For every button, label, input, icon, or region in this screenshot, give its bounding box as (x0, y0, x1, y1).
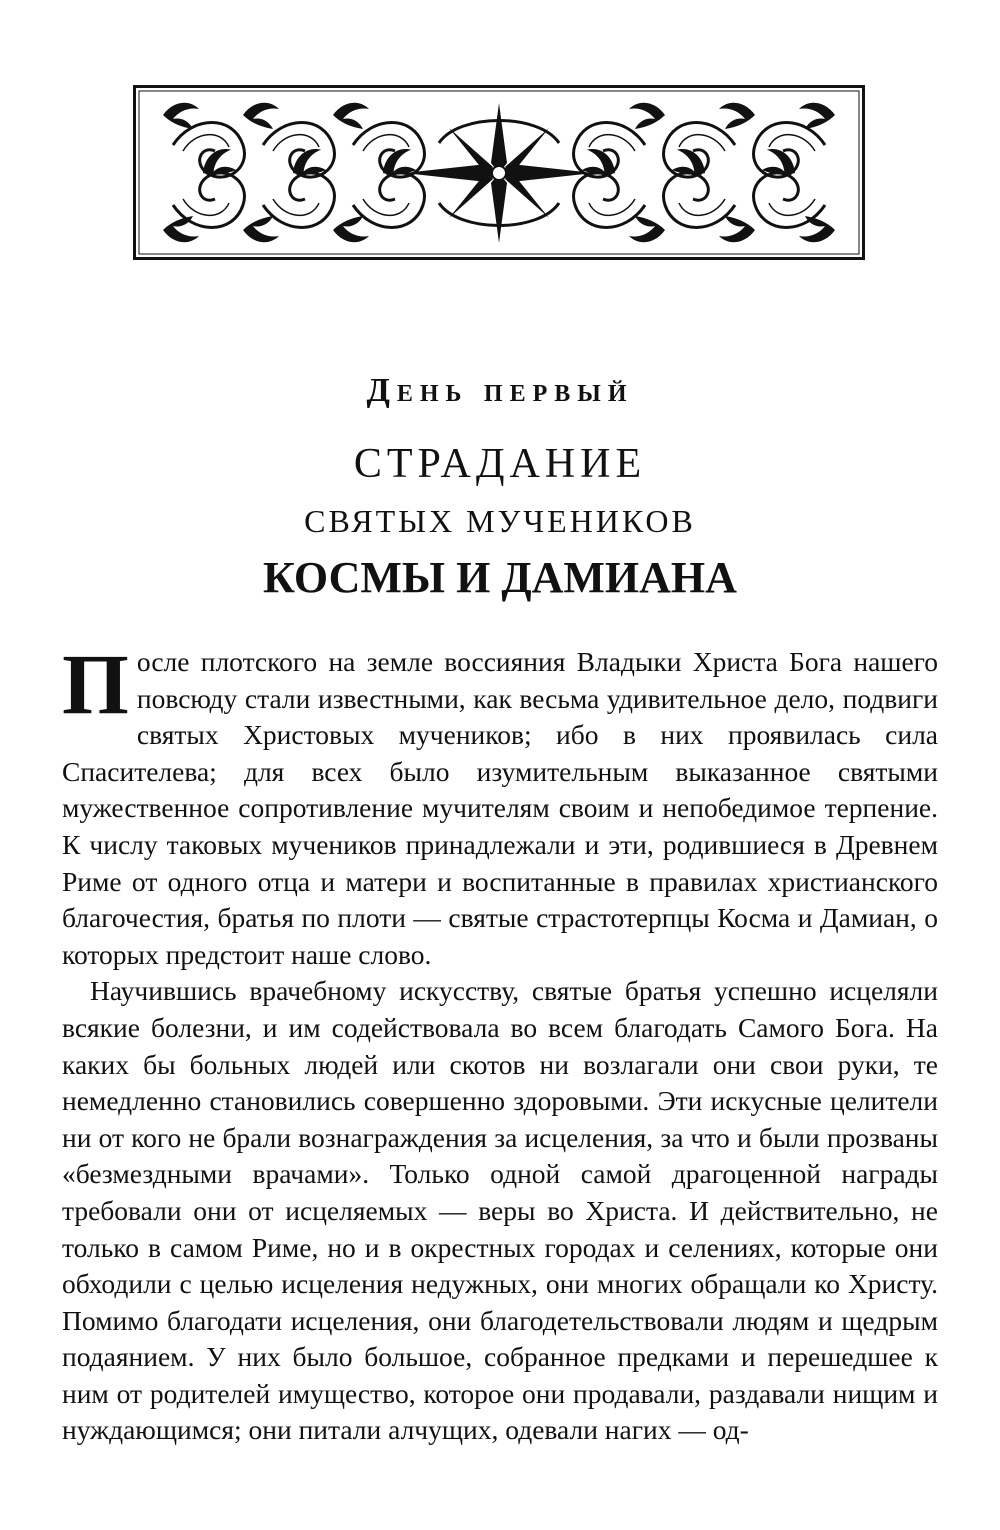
ornament-left-half (163, 103, 424, 243)
chapter-title-line-1: СТРАДАНИЕ (353, 441, 647, 487)
decorative-headpiece-ornament (133, 85, 865, 260)
chapter-title-line-3: КОСМЫ И ДАМИАНА (263, 553, 737, 602)
day-heading: День первый (366, 372, 634, 409)
ornament-right-half (574, 103, 835, 243)
paragraph-1 (62, 636, 938, 973)
paragraph-1-text: осле плотского на земле воссияния Владыки Христа Бога нашего повсюду стали известными, как весьма удивительное дело, подвиги святых Христовых мучеников; ибо в них проявилась сила Спасителева; для всех было изумительным выказанное святыми мужественное сопротивление мучителям своим и непобедимое терпение. К числу таковых мучеников принадлежали и эти, родившиеся в Древнем Риме от одного отца и матери и воспитанные в правилах христианского благочестия, братья по плоти — святые страстотерпцы Косма и Дамиан, о которых предстоит наше слово. (62, 646, 938, 970)
ornament-center-star (404, 103, 594, 243)
paragraph-2: Научившись врачебному искусству, святые братья успешно исцеляли всякие болезни, и им содействовала во всем благодать Самого Бога. На каких бы больных людей или скотов ни возлагали они свои руки, те немедленно становились совершенно здоровыми. Эти искусные целители ни от кого не брали вознаграждения за исцеления, за что и были прозваны «безмездными врачами». Только одной самой драгоценной награды требовали они от исцеляемых — веры во Христа. И действительно, не только в самом Риме, но и в окрестных городах и селениях, которые они обходили с целью исцеления недужных, они многих обращали ко Христу. Помимо благодати исцеления, они благодетельствовали людям и щедрым подаянием. У них было большое, собранное предками и перешедшее к ним от родителей имущество, которое они продавали, раздавали нищим и нуждающимся; они питали алчущих, одевали нагих — од- (62, 975, 938, 1446)
drop-cap: П (62, 636, 129, 732)
chapter-title-line-2: СВЯТЫХ МУЧЕНИКОВ (304, 503, 696, 539)
body-text (62, 636, 938, 1449)
